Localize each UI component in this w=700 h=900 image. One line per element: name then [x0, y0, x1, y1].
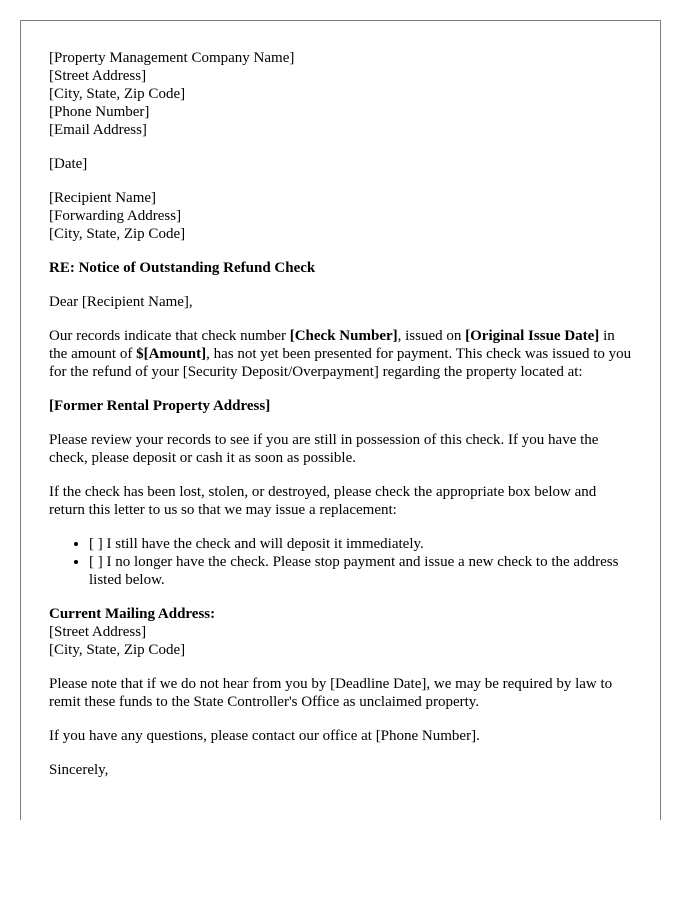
recipient-block — [49, 189, 632, 243]
paragraph-deadline: Please note that if we do not hear from you by [Deadline Date], we may be required by law to remit these funds to the State Controller's Office as unclaimed property. — [49, 676, 613, 710]
sender-street: [Street Address] — [49, 68, 147, 84]
mailing-heading: Current Mailing Address: — [49, 606, 216, 622]
original-issue-date: [Original Issue Date] — [465, 328, 600, 344]
mailing-street: [Street Address] — [49, 624, 147, 640]
closing: Sincerely, — [49, 762, 109, 778]
subject-line — [49, 259, 632, 277]
recipient-address: [Forwarding Address] — [49, 208, 182, 224]
paragraph-contact: If you have any questions, please contact our office at [Phone Number]. — [49, 728, 480, 744]
para1-text-1: Our records indicate that check number — [49, 328, 290, 344]
sender-email: [Email Address] — [49, 122, 147, 138]
para1-text-3: in the amount of — [49, 328, 615, 362]
para1-text-2: , issued on — [397, 328, 466, 344]
sender-city-state-zip: [City, State, Zip Code] — [49, 86, 186, 102]
mailing-city-state-zip: [City, State, Zip Code] — [49, 642, 186, 658]
check-number: [Check Number] — [289, 328, 398, 344]
sender-phone: [Phone Number] — [49, 104, 150, 120]
option-list — [49, 535, 632, 589]
mailing-address-block — [49, 605, 632, 659]
paragraph-review-records: Please review your records to see if you are still in possession of this check. If you have the check, please deposit or cash it as soon as possible. — [49, 432, 599, 466]
property-address-line — [49, 397, 632, 415]
letter-page — [20, 20, 661, 820]
subject-text: RE: Notice of Outstanding Refund Check — [49, 260, 316, 276]
property-address: [Former Rental Property Address] — [49, 398, 271, 414]
sender-company: [Property Management Company Name] — [49, 50, 295, 66]
letter-date: [Date] — [49, 156, 88, 172]
option-still-have-check: • [ ] I still have the check and will deposit it immediately. — [89, 535, 632, 553]
option-no-longer-have-check: • [ ] I no longer have the check. Please stop payment and issue a new check to the address listed below. — [89, 553, 632, 589]
paragraph-check-details — [49, 327, 632, 381]
sender-block — [49, 49, 632, 139]
recipient-city-state-zip: [City, State, Zip Code] — [49, 226, 186, 242]
recipient-name: [Recipient Name] — [49, 190, 157, 206]
para1-text-4: , has not yet been presented for payment. This check was issued to you for the refund of your [Security Deposit/Overpayment] regarding the property located at: — [49, 346, 632, 380]
check-amount: $[Amount] — [136, 346, 207, 362]
salutation: Dear [Recipient Name], — [49, 294, 193, 310]
paragraph-lost-check: If the check has been lost, stolen, or destroyed, please check the appropriate box below and return this letter to us so that we may issue a replacement: — [49, 484, 597, 518]
